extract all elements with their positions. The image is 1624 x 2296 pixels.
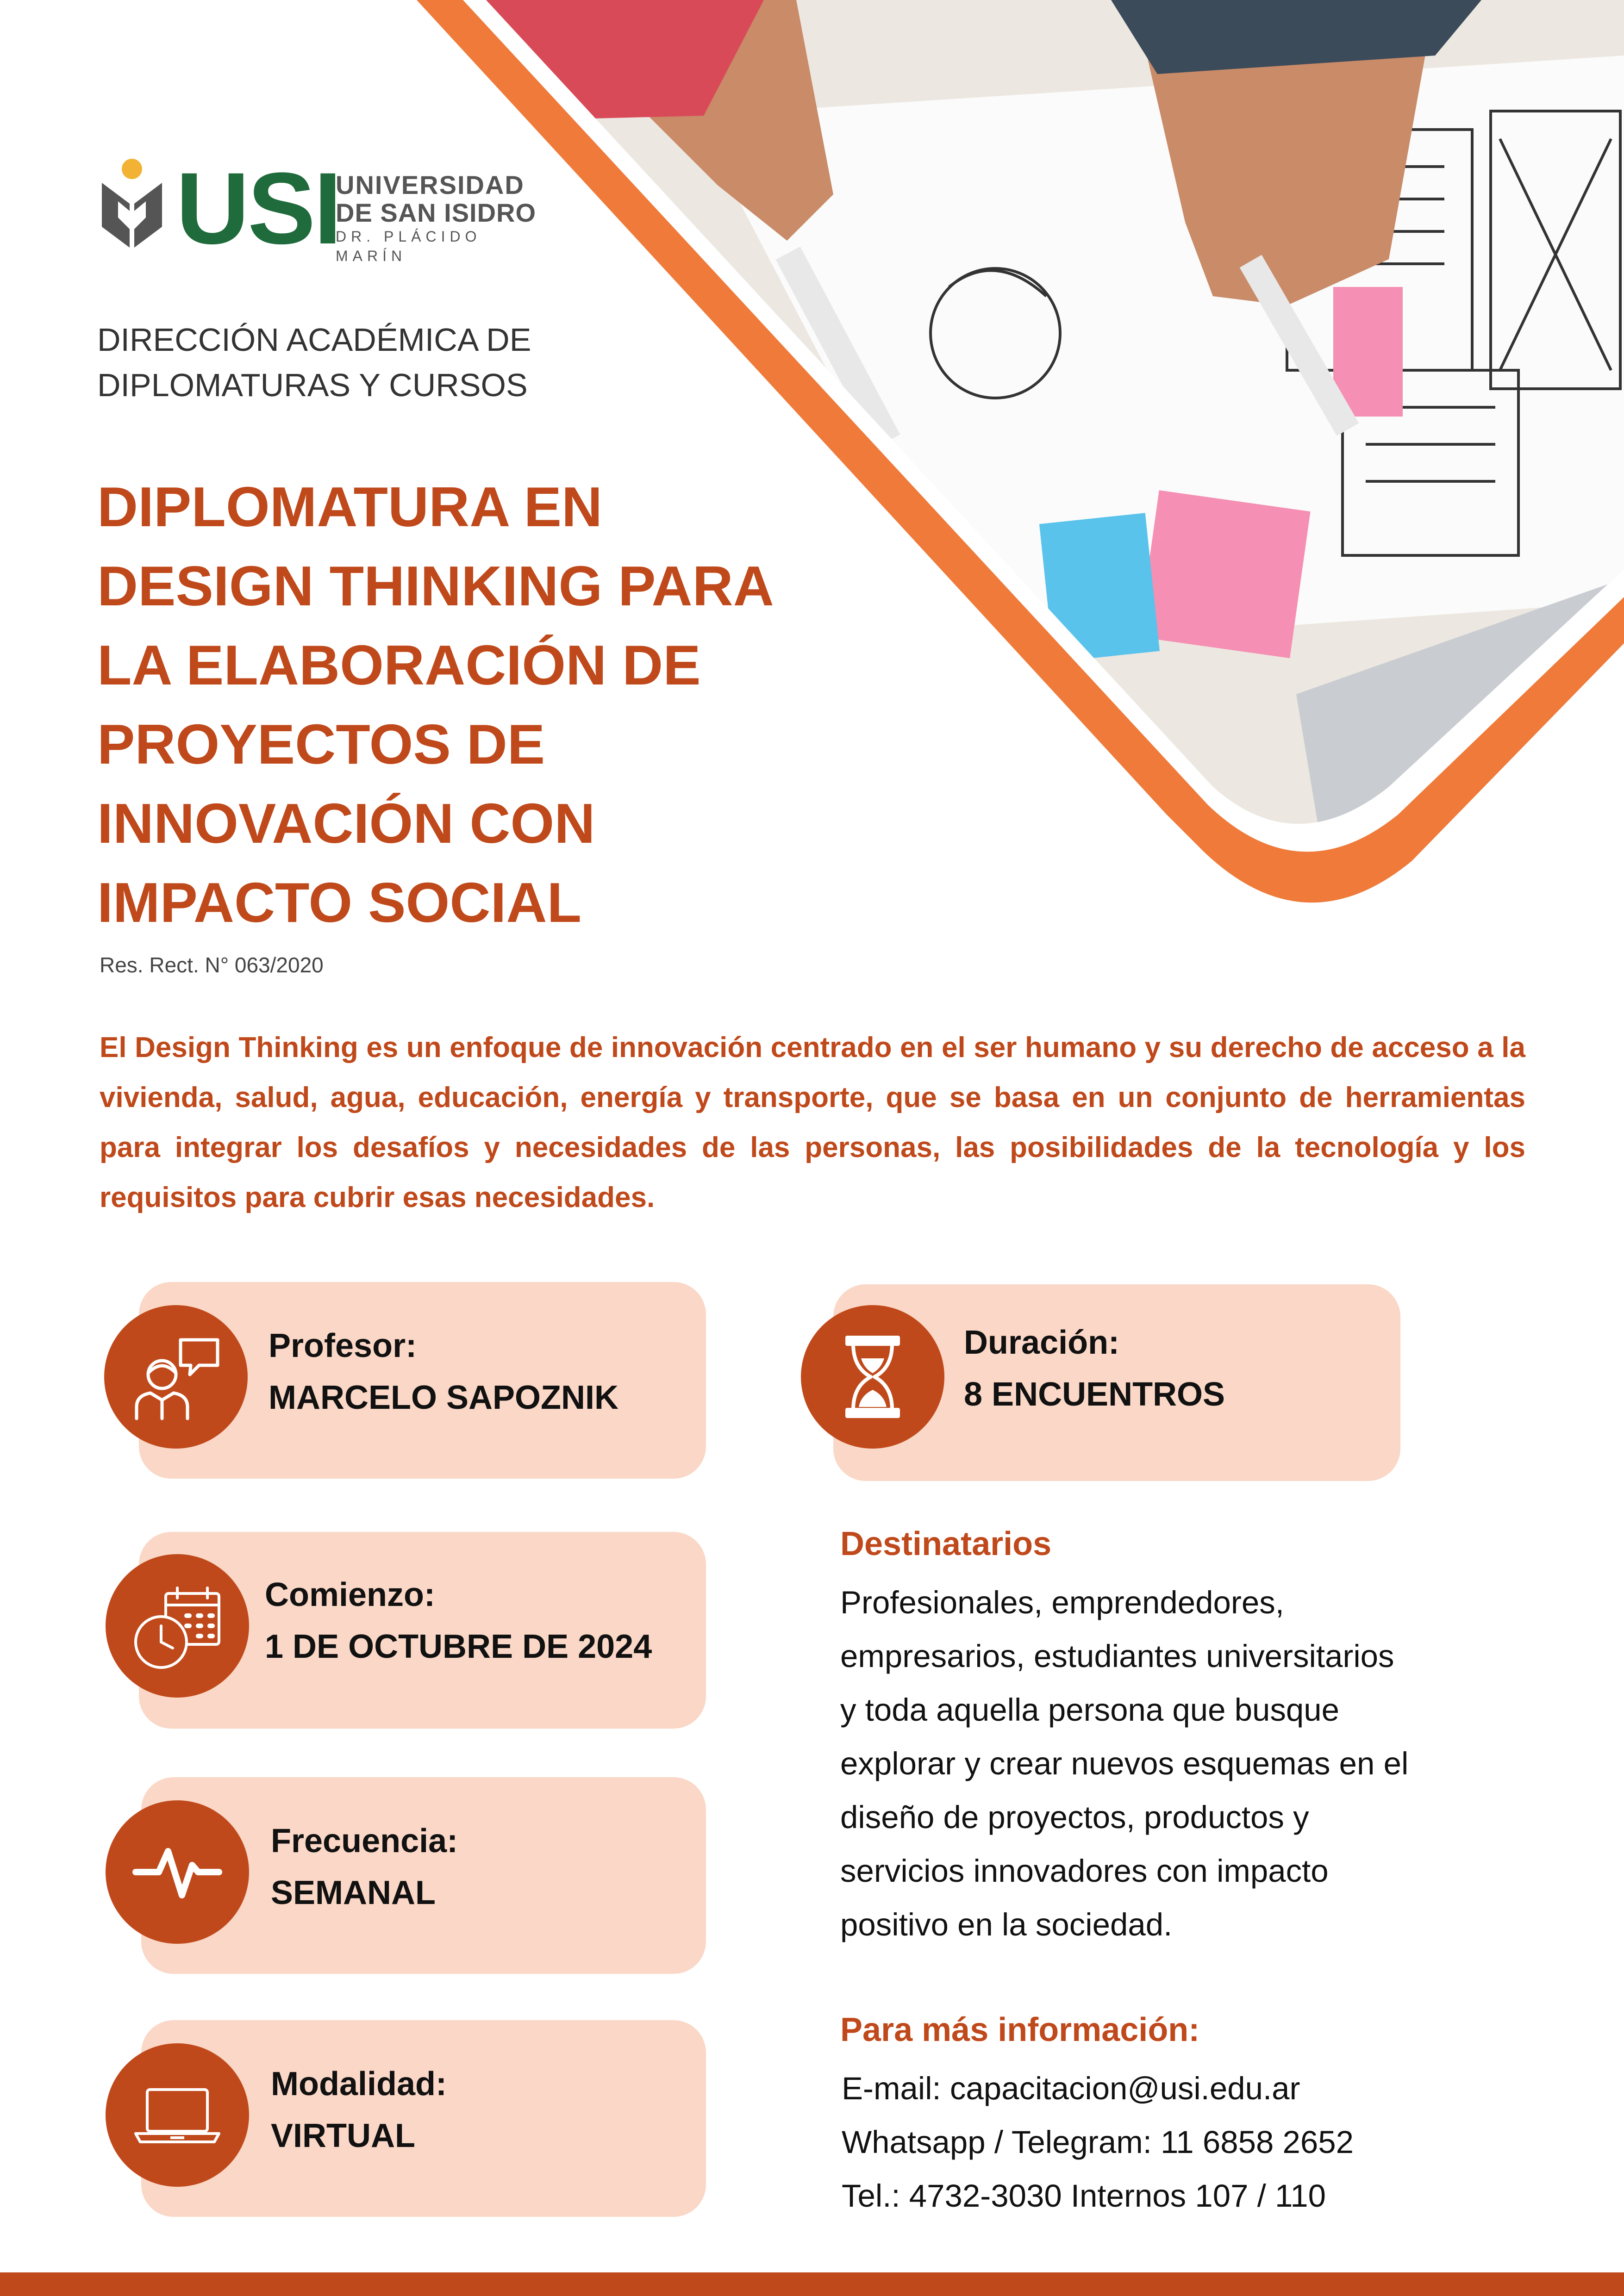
destinatarios-heading: Destinatarios xyxy=(840,1525,1052,1562)
resolution-number: Res. Rect. N° 063/2020 xyxy=(100,953,324,977)
comienzo-icon-circle xyxy=(106,1554,249,1698)
contact-info xyxy=(842,2062,1354,2223)
comienzo-value: 1 DE OCTUBRE DE 2024 xyxy=(265,1628,652,1665)
destinatarios-line: y toda aquella persona que busque xyxy=(840,1692,1340,1728)
frecuencia-label: Frecuencia: xyxy=(271,1823,458,1860)
modalidad-value: VIRTUAL xyxy=(271,2117,415,2154)
duracion-value: 8 ENCUENTROS xyxy=(964,1376,1225,1413)
title-line: DIPLOMATURA EN xyxy=(97,475,603,538)
whatsapp-contact[interactable]: Whatsapp / Telegram: 11 6858 2652 xyxy=(842,2124,1354,2160)
calendar-clock-icon xyxy=(131,1580,224,1672)
comienzo-text xyxy=(265,1569,652,1673)
duracion-icon-circle xyxy=(801,1305,944,1449)
usi-logo xyxy=(97,151,560,265)
profesor-text xyxy=(269,1320,618,1424)
profesor-label: Profesor: xyxy=(269,1327,417,1364)
comienzo-label: Comienzo: xyxy=(265,1576,435,1613)
modalidad-icon-circle xyxy=(106,2043,249,2187)
bottom-bar xyxy=(0,2272,1624,2296)
modalidad-label: Modalidad: xyxy=(271,2066,447,2103)
logo-line-2: DE SAN ISIDRO xyxy=(336,198,537,227)
destinatarios-line: Profesionales, emprendedores, xyxy=(840,1585,1284,1620)
usi-logo-mark-icon xyxy=(97,157,167,250)
hourglass-icon xyxy=(826,1331,919,1423)
destinatarios-line: servicios innovadores con impacto xyxy=(840,1853,1329,1889)
duracion-label: Duración: xyxy=(964,1324,1120,1361)
modalidad-text xyxy=(271,2058,447,2162)
frecuencia-value: SEMANAL xyxy=(271,1874,436,1911)
title-line: DESIGN THINKING PARA xyxy=(97,554,774,617)
title-line: IMPACTO SOCIAL xyxy=(97,871,582,934)
person-speech-icon xyxy=(130,1331,222,1423)
logo-university-name xyxy=(336,171,560,266)
logo-line-3: DR. PLÁCIDO MARÍN xyxy=(336,228,481,264)
title-line: PROYECTOS DE xyxy=(97,713,545,776)
title-line: INNOVACIÓN CON xyxy=(97,792,595,855)
frecuencia-text xyxy=(271,1815,458,1919)
profesor-value: MARCELO SAPOZNIK xyxy=(269,1379,618,1416)
profesor-icon-circle xyxy=(104,1305,248,1449)
destinatarios-line: diseño de proyectos, productos y xyxy=(840,1799,1309,1835)
title-line: LA ELABORACIÓN DE xyxy=(97,634,701,697)
destinatarios-line: positivo en la sociedad. xyxy=(840,1907,1173,1942)
frecuencia-icon-circle xyxy=(106,1800,249,1944)
logo-line-1: UNIVERSIDAD xyxy=(336,170,525,199)
laptop-icon xyxy=(131,2069,224,2161)
duracion-text xyxy=(964,1317,1225,1420)
logo-wordmark: USI xyxy=(176,151,340,265)
destinatarios-line: explorar y crear nuevos esquemas en el xyxy=(840,1746,1409,1781)
destinatarios-body xyxy=(840,1576,1535,1952)
destinatarios-line: empresarios, estudiantes universitarios xyxy=(840,1638,1394,1674)
phone-contact[interactable]: Tel.: 4732-3030 Internos 107 / 110 xyxy=(842,2178,1326,2214)
direction-line-2: DIPLOMATURAS Y CURSOS xyxy=(97,367,528,403)
email-contact[interactable]: E-mail: capacitacion@usi.edu.ar xyxy=(842,2071,1300,2106)
info-heading: Para más información: xyxy=(840,2011,1200,2048)
intro-paragraph: El Design Thinking es un enfoque de innovación centrado en el ser humano y su derecho de acceso a la vivienda, salud, agua, educación, energía y transporte, que se basa en un conjunto de herramientas para integrar los desafíos y necesidades de las personas, las posibilidades de la tecnología y los requisitos para cubrir esas necesidades. xyxy=(100,1032,1525,1213)
direction-line-1: DIRECCIÓN ACADÉMICA DE xyxy=(97,322,531,358)
pulse-icon xyxy=(131,1826,224,1918)
direction-heading xyxy=(97,317,792,408)
page-title xyxy=(97,467,907,942)
